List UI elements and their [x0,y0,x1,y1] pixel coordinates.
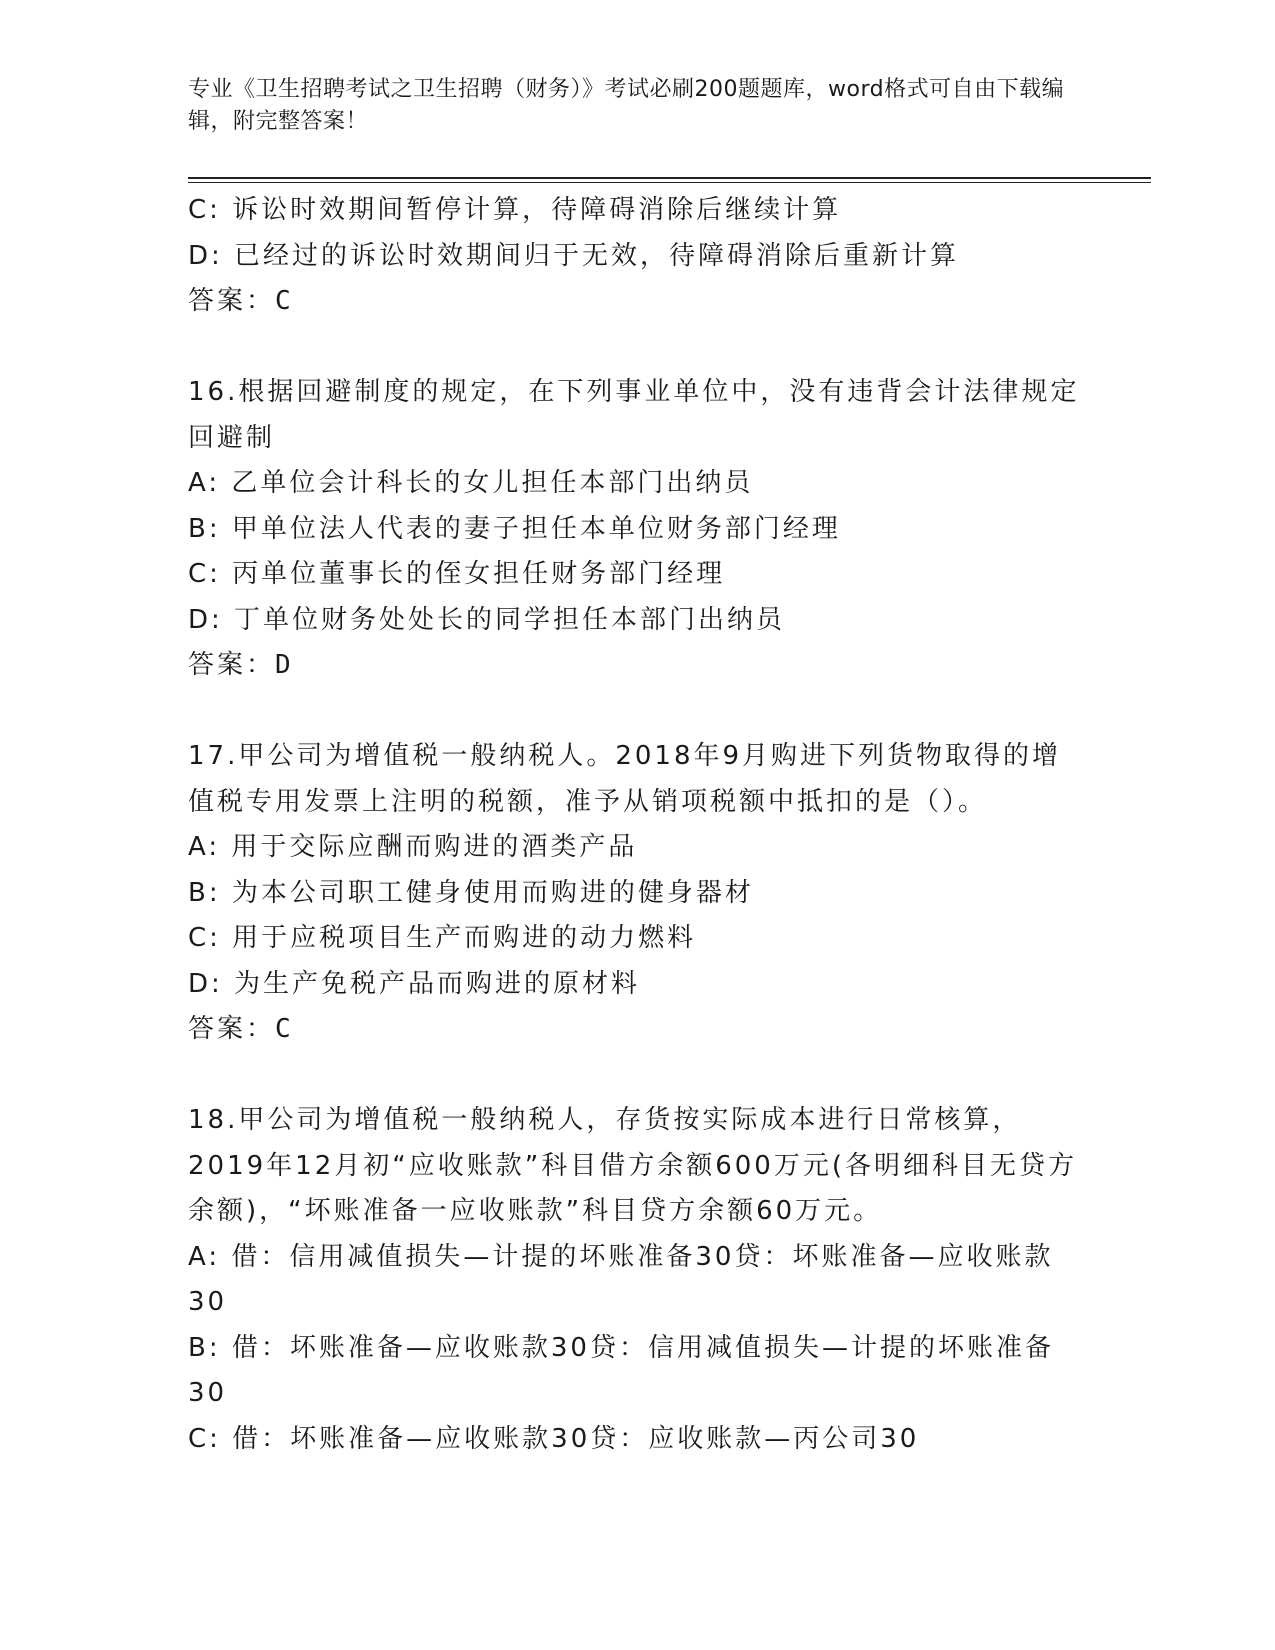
option-a: A: 乙单位会计科长的女儿担任本部门出纳员 [188,468,754,498]
header-divider [188,177,1151,179]
question-stem: 18.甲公司为增值税一般纳税人，存货按实际成本进行日常核算，2019年12月初“应收账款”科目借方余额600万元(各明细科目无贷方余额)，“坏账准备一应收账款”科目贷方余额60万元。 [188,1105,1077,1226]
option-b: B: 甲单位法人代表的妻子担任本单位财务部门经理 [188,513,841,544]
header-divider-thin [188,182,1151,183]
answer-value: D [275,650,291,680]
option-c: C: 用于应税项目生产而购进的动力燃料 [188,923,697,953]
answer-value: C [275,286,291,316]
option-d: D: 为生产免税产品而购进的原材料 [188,968,641,999]
answer-line [188,279,1088,325]
option-c: C: 诉讼时效期间暂停计算，待障碍消除后继续计算 [188,195,842,225]
option-d: D: 丁单位财务处处长的同学担任本部门出纳员 [188,604,786,635]
answer-label: 答案： [188,286,276,316]
answer-label: 答案： [188,650,276,680]
option-a: A: 用于交际应酬而购进的酒类产品 [188,832,638,862]
answer-line [188,1007,1088,1053]
question-block-17 [188,734,1088,1053]
option-d: D: 已经过的诉讼时效期间归于无效，待障碍消除后重新计算 [188,240,960,271]
option-b: B: 为本公司职工健身使用而购进的健身器材 [188,877,754,908]
option-a: A: 借：信用减值损失—计提的坏账准备30贷：坏账准备—应收账款30 [188,1241,1054,1317]
option-b: B: 借：坏账准备—应收账款30贷：信用减值损失—计提的坏账准备30 [188,1332,1054,1408]
document-header: 专业《卫生招聘考试之卫生招聘（财务）》考试必刷200题题库，word格式可自由下载编辑，附完整答案！ [188,77,1065,134]
answer-label: 答案： [188,1014,276,1044]
question-block-16 [188,370,1088,689]
answer-line [188,643,1088,689]
question-spacer [188,689,1088,735]
question-block-15 [188,188,1088,325]
question-content [188,188,1088,1462]
option-c: C: 丙单位董事长的侄女担任财务部门经理 [188,559,726,589]
question-block-18 [188,1098,1088,1462]
question-stem: 16.根据回避制度的规定，在下列事业单位中，没有违背会计法律规定回避制 [188,377,1080,453]
question-spacer [188,1053,1088,1099]
option-c: C: 借：坏账准备—应收账款30贷：应收账款—丙公司30 [188,1423,920,1454]
question-stem: 17.甲公司为增值税一般纳税人。2018年9月购进下列货物取得的增值税专用发票上注明的税额，准予从销项税额中抵扣的是（）。 [188,741,1062,817]
answer-value: C [275,1014,291,1044]
question-spacer [188,325,1088,371]
